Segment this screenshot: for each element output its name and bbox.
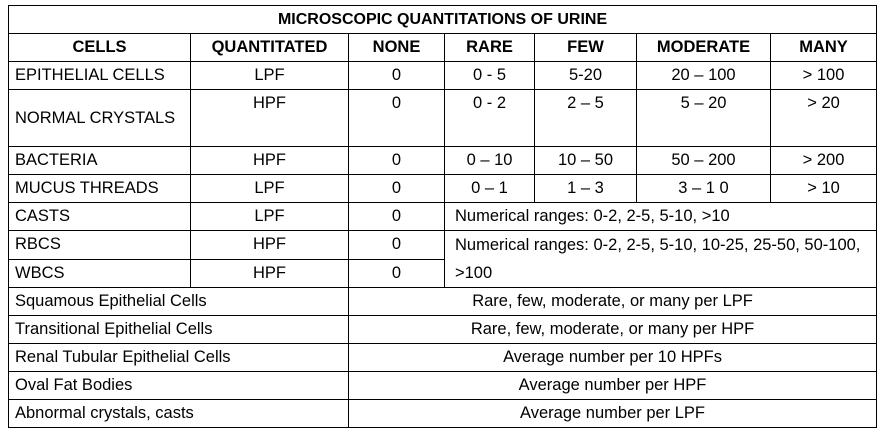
table-row (9, 316, 877, 344)
cell-quantitated: HPF (191, 231, 349, 260)
cell-name: CASTS (9, 203, 191, 231)
cell-many: > 100 (771, 62, 877, 90)
cell-description: Average number per LPF (349, 400, 877, 428)
cell-name: Oval Fat Bodies (9, 372, 349, 400)
cell-few: 5-20 (535, 62, 637, 90)
cell-name: Squamous Epithelial Cells (9, 288, 349, 316)
casts-range-note: Numerical ranges: 0-2, 2-5, 5-10, >10 (445, 203, 877, 231)
cell-moderate: 20 – 100 (637, 62, 771, 90)
table-row (9, 175, 877, 203)
cell-name: EPITHELIAL CELLS (9, 62, 191, 90)
cell-name: RBCS (9, 231, 191, 260)
cell-none: 0 (349, 90, 445, 147)
table-title: MICROSCOPIC QUANTITATIONS OF URINE (9, 6, 877, 34)
cell-rare: 0 - 2 (445, 90, 535, 147)
cell-none: 0 (349, 147, 445, 175)
cell-description: Average number per HPF (349, 372, 877, 400)
cell-quantitated: LPF (191, 203, 349, 231)
cell-description: Average number per 10 HPFs (349, 344, 877, 372)
cell-none: 0 (349, 259, 445, 288)
cell-few: 2 – 5 (535, 90, 637, 147)
header-none: NONE (349, 34, 445, 62)
table-row (9, 400, 877, 428)
cell-name: Abnormal crystals, casts (9, 400, 349, 428)
table-row (9, 203, 877, 231)
header-row (9, 34, 877, 62)
header-quantitated: QUANTITATED (191, 34, 349, 62)
cell-name: Transitional Epithelial Cells (9, 316, 349, 344)
cell-name: MUCUS THREADS (9, 175, 191, 203)
cell-name: NORMAL CRYSTALS (9, 90, 191, 147)
cell-rare: 0 – 1 (445, 175, 535, 203)
urine-quantitation-table (8, 5, 877, 428)
cell-name: WBCS (9, 259, 191, 288)
cell-many: > 20 (771, 90, 877, 147)
cell-quantitated: HPF (191, 147, 349, 175)
cell-quantitated: HPF (191, 259, 349, 288)
header-moderate: MODERATE (637, 34, 771, 62)
cell-none: 0 (349, 62, 445, 90)
table-row (9, 62, 877, 90)
table-row (9, 231, 877, 260)
header-many: MANY (771, 34, 877, 62)
cell-name: Renal Tubular Epithelial Cells (9, 344, 349, 372)
header-cells: CELLS (9, 34, 191, 62)
title-row (9, 6, 877, 34)
cell-quantitated: LPF (191, 62, 349, 90)
cell-description: Rare, few, moderate, or many per HPF (349, 316, 877, 344)
header-few: FEW (535, 34, 637, 62)
rbc-wbc-range-note: Numerical ranges: 0-2, 2-5, 5-10, 10-25, 25-50, 50-100, >100 (445, 231, 877, 288)
table-row (9, 288, 877, 316)
cell-description: Rare, few, moderate, or many per LPF (349, 288, 877, 316)
table-row (9, 147, 877, 175)
cell-name: BACTERIA (9, 147, 191, 175)
table-row (9, 372, 877, 400)
cell-none: 0 (349, 175, 445, 203)
urine-quantitation-table-wrapper (8, 5, 876, 428)
cell-few: 1 – 3 (535, 175, 637, 203)
cell-none: 0 (349, 231, 445, 260)
cell-quantitated: LPF (191, 175, 349, 203)
cell-quantitated: HPF (191, 90, 349, 147)
cell-rare: 0 – 10 (445, 147, 535, 175)
cell-moderate: 5 – 20 (637, 90, 771, 147)
cell-none: 0 (349, 203, 445, 231)
cell-moderate: 3 – 1 0 (637, 175, 771, 203)
cell-moderate: 50 – 200 (637, 147, 771, 175)
cell-few: 10 – 50 (535, 147, 637, 175)
cell-many: > 200 (771, 147, 877, 175)
table-row (9, 90, 877, 147)
cell-rare: 0 - 5 (445, 62, 535, 90)
header-rare: RARE (445, 34, 535, 62)
table-row (9, 344, 877, 372)
cell-many: > 10 (771, 175, 877, 203)
